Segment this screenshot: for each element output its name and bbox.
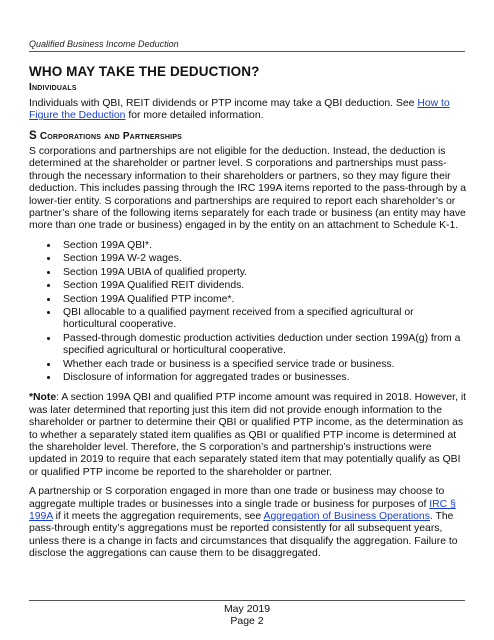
list-item: • QBI allocable to a qualified payment received from a specified agricultural or horticultural cooperative. (59, 307, 469, 332)
note-paragraph: *Note: A section 199A QBI and qualified PTP income amount was required in 2018. However, it was later determined that reporting just this item did not provide enough information to the shareholder or partner to determine their QBI or qualified PTP income, as the determination as to whether a separately stated item qualifies as QBI or qualified PTP income is determined at the shareholder level. Therefore, the S corporation’s and partnership’s instructions were updated in 2019 to require that each separately stated item that may potentially qualify as QBI or qualified PTP income be reported to the shareholder or partner. (29, 392, 467, 478)
list-item: • Section 199A Qualified PTP income*. (59, 294, 469, 306)
list-item: • Section 199A W-2 wages. (59, 253, 469, 265)
running-header: Qualified Business Income Deduction (29, 39, 465, 52)
section-title-s-corporations: S Corporations and Partnerships (29, 129, 183, 142)
aggregation-paragraph: A partnership or S corporation engaged in more than one trade or business may choose to aggregate multiple trades or businesses into a single trade or business for purposes of IRC § 199A if it meets the aggregation requirements, see Aggregation of Business Operations. The pass-through entity’s aggregations must be reported consistently for all subsequent years, unless there is a change in facts and circumstances that disqualify the aggregation. Failure to disclose the aggregations can cause them to be disaggregated. (29, 486, 458, 560)
page-number: Page 2 (230, 615, 264, 627)
list-item: • Disclosure of information for aggregated trades or businesses. (59, 372, 469, 384)
page-title: WHO MAY TAKE THE DEDUCTION? (29, 64, 260, 79)
how-to-figure-link[interactable]: How to Figure the Deduction (29, 97, 450, 122)
page-content (29, 66, 469, 568)
section-title-individuals: Individuals (29, 82, 77, 94)
page-footer (29, 600, 465, 627)
list-item: • Passed-through domestic production activities deduction under section 199A(g) from a specified agricultural or horticultural cooperative. (59, 333, 469, 358)
list-item: • Section 199A UBIA of qualified property. (59, 267, 469, 279)
reported-items-list (29, 240, 469, 384)
list-item: • Section 199A QBI*. (59, 240, 469, 252)
footer-date: May 2019 (223, 603, 271, 615)
aggregation-link[interactable]: Aggregation of Business Operations (263, 511, 430, 522)
scorp-paragraph: S corporations and partnerships are not eligible for the deduction. Instead, the deduction is determined at the shareholder or partner level. S corporations and partnerships must pass-through the necessary information to their shareholders or partners, so they may figure their deduction. This includes passing through the IRC 199A items reported to the pass-through by a lower-tier entity. S corporations and partnerships are required to report each shareholder’s or partner’s share of the following items separately for each trade or business (an entity may have more than one trade or business) engaged in by the entity on an attachment to Schedule K-1. (29, 146, 467, 232)
list-item: • Section 199A Qualified REIT dividends. (59, 280, 469, 292)
irc-199a-link[interactable]: IRC § 199A (29, 498, 456, 522)
individuals-paragraph: Individuals with QBI, REIT dividends or PTP income may take a QBI deduction. See How to Figure the Deduction for more detailed information. (29, 97, 450, 122)
list-item: • Whether each trade or business is a specified service trade or business. (59, 359, 469, 371)
